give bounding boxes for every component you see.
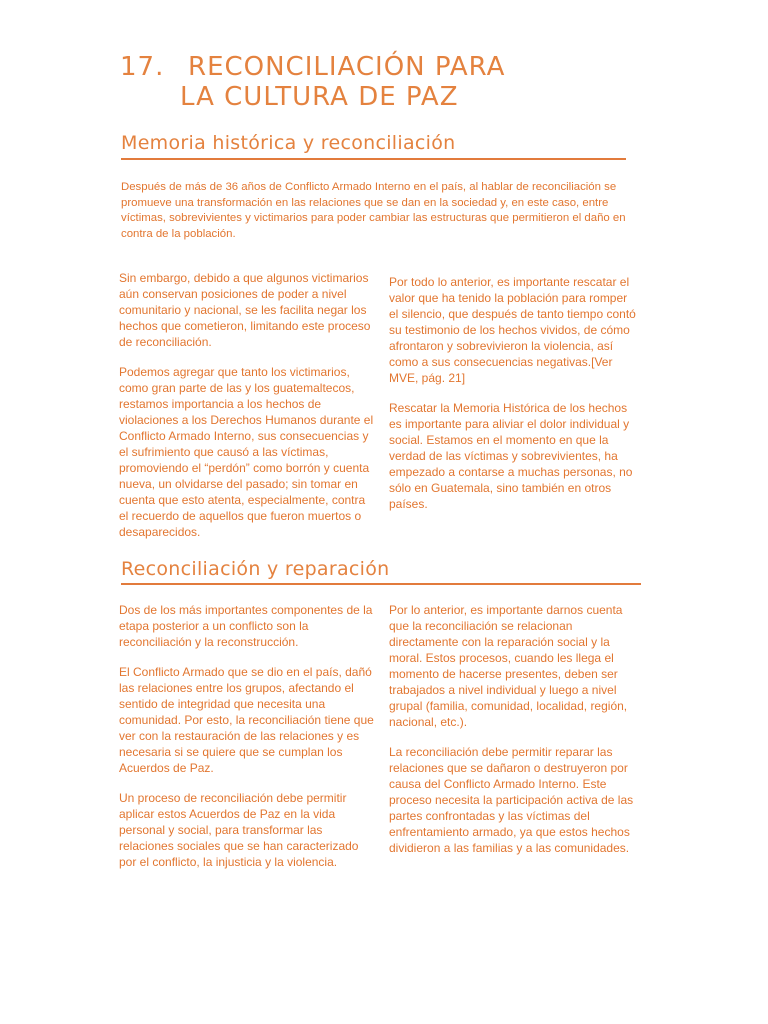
- section2-left-column: [119, 602, 377, 884]
- chapter-title: [120, 52, 505, 112]
- section2-right-column: [389, 602, 639, 870]
- paragraph: El Conflicto Armado que se dio en el país, dañó las relaciones entre los grupos, afectando el sentido de integridad que necesita una comunidad. Por esto, la reconciliación tiene que ver con la restauración de las relaciones y es necesaria si se quiere que se cumplan los Acuerdos de Paz.: [119, 665, 374, 775]
- paragraph: La reconciliación debe permitir reparar las relaciones que se dañaron o destruyeron por causa del Conflicto Armado Interno. Este proceso necesita la participación activa de las partes confrontadas y las víctimas del enfrentamiento armado, ya que estos hechos dividieron a las familias y a las comunidades.: [389, 745, 634, 855]
- section-divider: [121, 158, 626, 160]
- section1-left-column: [119, 270, 377, 554]
- paragraph: Por lo anterior, es importante darnos cuenta que la reconciliación se relacionan directamente con la reparación social y la moral. Estos procesos, cuando les llega el momento de hacerse presentes, deben ser trabajados a nivel individual y luego a nivel grupal (familia, comunidad, localidad, región, nacional, etc.).: [389, 603, 628, 729]
- section-title-memoria: Memoria histórica y reconciliación: [121, 132, 456, 154]
- paragraph: Dos de los más importantes componentes de la etapa posterior a un conflicto son la reconciliación y la reconstrucción.: [119, 603, 373, 649]
- chapter-title-line-1: RECONCILIACIÓN PARA: [188, 52, 506, 82]
- paragraph: Sin embargo, debido a que algunos victimarios aún conservan posiciones de poder a nivel comunitario y nacional, se les facilita negar los hechos que cometieron, limitando este proceso de reconciliación.: [119, 271, 371, 349]
- paragraph: Por todo lo anterior, es importante rescatar el valor que ha tenido la población para romper el silencio, que después de tanto tiempo contó su testimonio de los hechos vividos, de cómo afrontaron y sobrevivieron la violencia, así como a sus consecuencias negativas.[Ver MVE, pág. 21]: [389, 275, 636, 385]
- paragraph: Un proceso de reconciliación debe permitir aplicar estos Acuerdos de Paz en la vida personal y social, para transformar las relaciones sociales que se han caracterizado por el conflicto, la injusticia y la violencia.: [119, 791, 359, 869]
- section1-intro: Después de más de 36 años de Conflicto Armado Interno en el país, al hablar de reconciliación se promueve una transformación en las relaciones que se dan en la sociedad y, en este caso, entre víctimas, sobrevivientes y victimarios para poder cambiar las estructuras que permitieron el daño en contra de la población.: [121, 181, 626, 240]
- paragraph: Rescatar la Memoria Histórica de los hechos es importante para aliviar el dolor individual y social. Estamos en el momento en que la verdad de las víctimas y sobrevivientes, ha empezado a contarse a muchas personas, no sólo en Guatemala, sino también en otros países.: [389, 401, 633, 511]
- paragraph: Podemos agregar que tanto los victimarios, como gran parte de las y los guatemaltecos, restamos importancia a los hechos de violaciones a los Derechos Humanos durante el Conflicto Armado Interno, sus consecuencias y el sufrimiento que causó a las víctimas, promoviendo el “perdón” como borrón y cuenta nueva, un olvidarse del pasado; sin tomar en cuenta que esto atenta, especialmente, contra el recuerdo de aquellos que fueron muertos o desaparecidos.: [119, 365, 374, 539]
- section-title-reparacion: Reconciliación y reparación: [121, 558, 390, 580]
- section-divider: [121, 583, 641, 585]
- chapter-title-line-2: LA CULTURA DE PAZ: [180, 82, 459, 112]
- section1-right-column: [389, 274, 639, 526]
- chapter-number: 17.: [120, 52, 165, 82]
